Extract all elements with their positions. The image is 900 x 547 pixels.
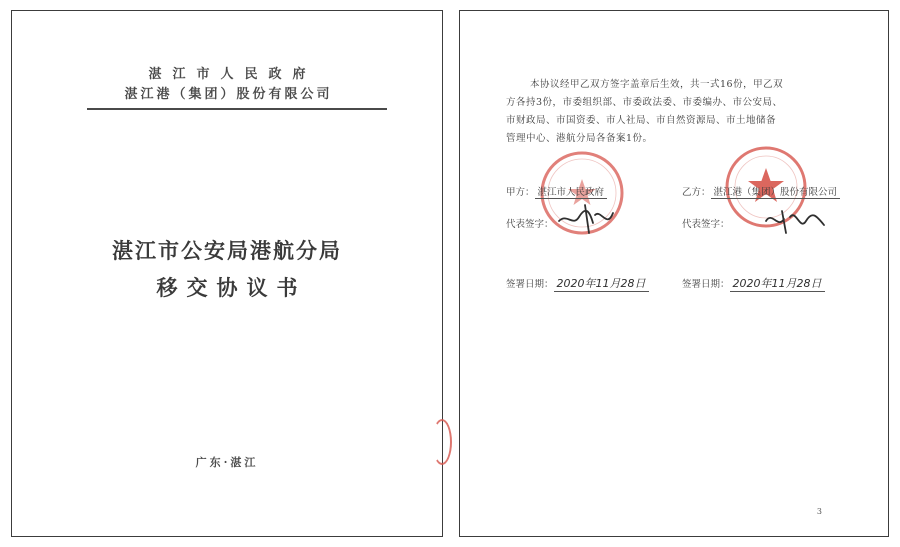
date-a-value: 2020年11月28日 [554,275,649,292]
party-a-row [506,184,607,199]
party-b-label: 乙方： [682,187,711,198]
header-divider [87,108,387,110]
party-b-name: 湛江港（集团）股份有限公司 [711,184,841,199]
cover-page [11,10,443,537]
issuer-name-2: 湛江港（集团）股份有限公司 [124,87,333,102]
agreement-text-line: 市财政局、市国资委、市人社局、市自然资源局、市土地储备 [506,115,777,126]
agreement-text-line: 方各持3份，市委组织部、市委政法委、市委编办、市公安局、 [506,97,783,108]
seal-stamp-edge-icon [432,419,452,465]
party-a-label: 甲方： [506,187,535,198]
page-number: 3 [816,507,822,516]
date-a-label: 签署日期： [506,279,554,290]
document-title-line-1: 湛江市公安局港航分局 [112,238,342,263]
document-title-line-2: 移交协议书 [156,275,307,300]
date-a-row [506,275,649,292]
representative-b-signature [762,203,828,239]
party-a-name: 湛江市人民政府 [535,184,608,199]
place-of-signing: 广东·湛江 [195,456,259,469]
date-b-label: 签署日期： [682,279,730,290]
date-b-row [682,275,825,292]
date-b-value: 2020年11月28日 [730,275,825,292]
issuer-name-1: 湛江市人民政府 [148,67,317,82]
signature-page [459,10,889,537]
representative-a-row [506,216,554,230]
representative-b-row [682,216,730,230]
party-b-row [682,184,840,199]
agreement-text-line: 管理中心、港航分局各备案1份。 [506,133,653,144]
rep-b-label: 代表签字： [682,219,730,230]
agreement-text-line: 本协议经甲乙双方签字盖章后生效，共一式16份，甲乙双 [530,79,784,90]
representative-a-signature [555,199,617,239]
rep-a-label: 代表签字： [506,219,554,230]
